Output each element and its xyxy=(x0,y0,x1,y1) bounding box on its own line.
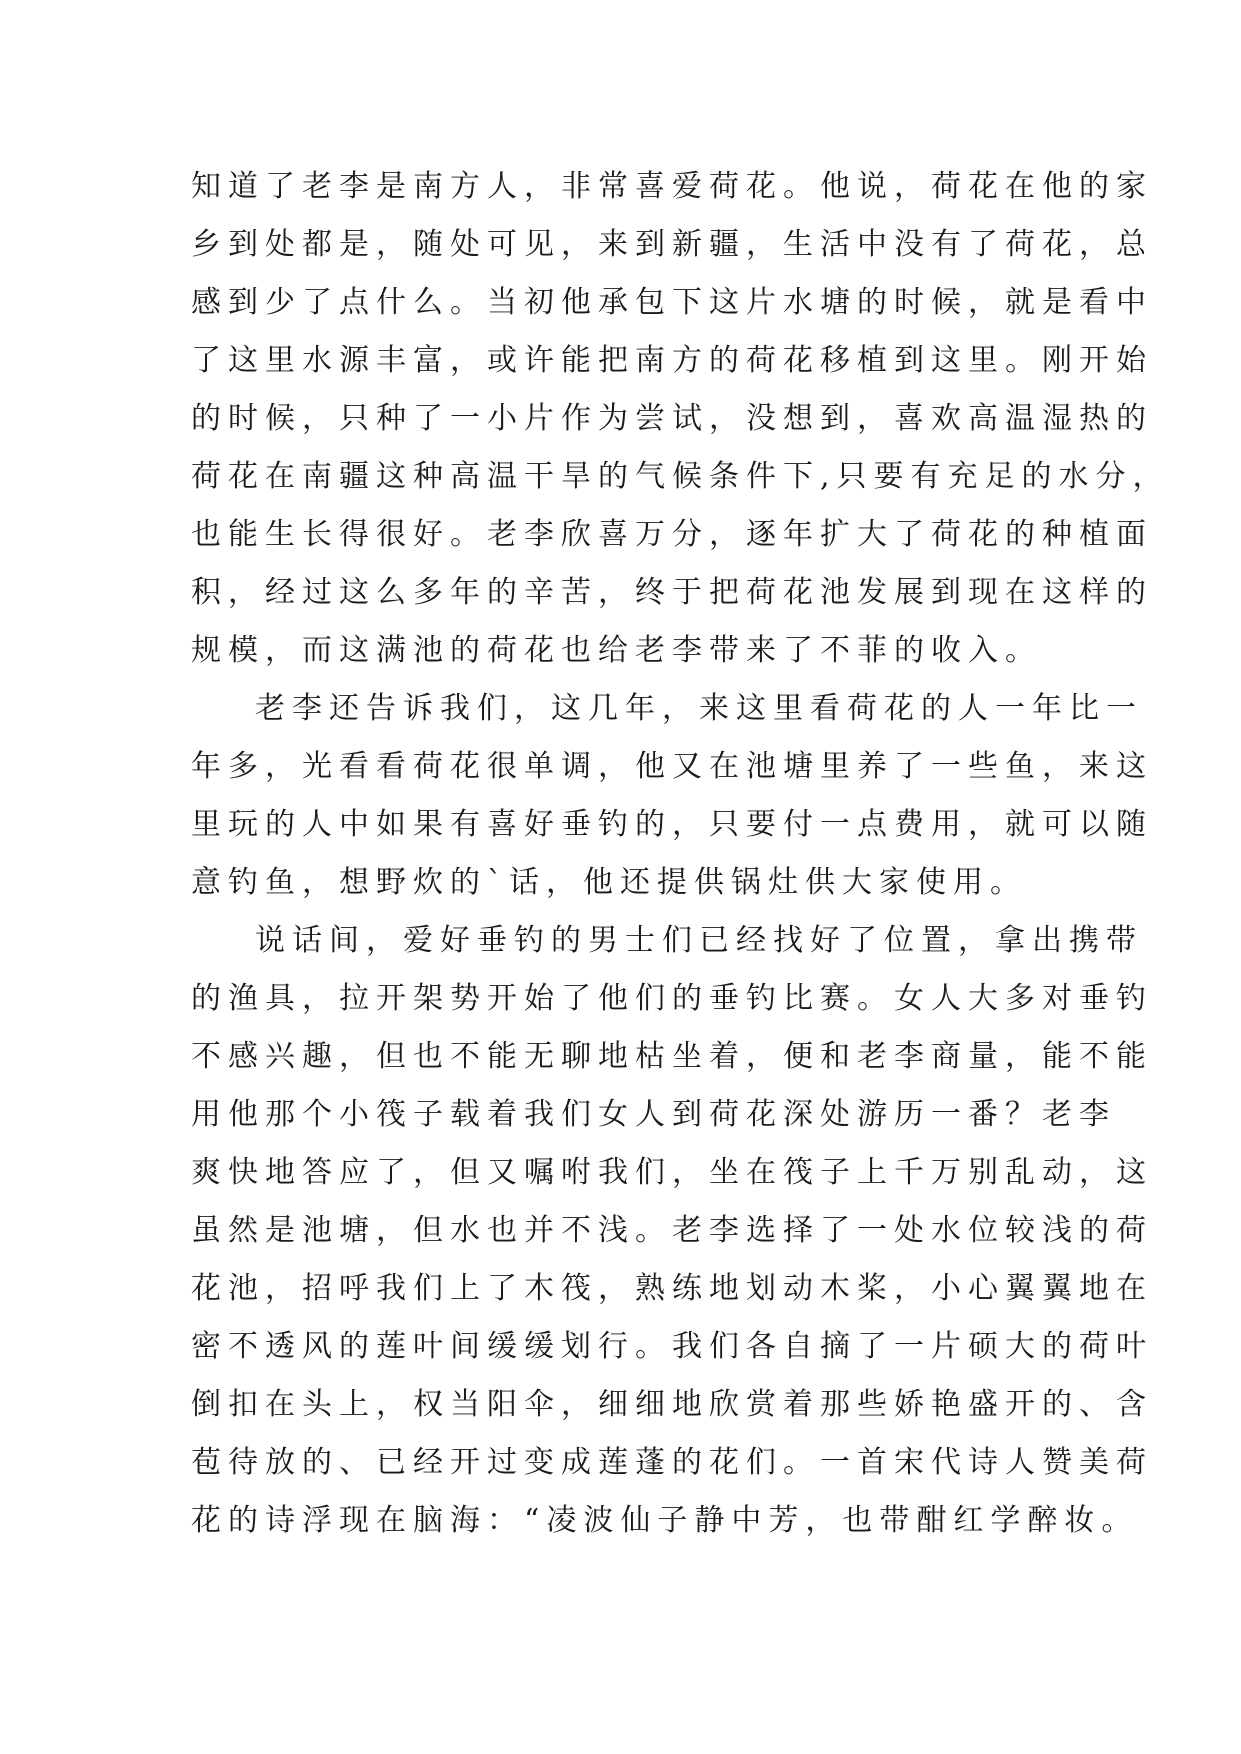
text-line: 不感兴趣，但也不能无聊地枯坐着，便和老李商量，能不能 xyxy=(191,1039,1153,1074)
text-line: 里玩的人中如果有喜好垂钓的，只要付一点费用，就可以随 xyxy=(191,807,1153,842)
text-line: 感到少了点什么。当初他承包下这片水塘的时候，就是看中 xyxy=(191,285,1153,320)
text-line: 苞待放的、已经开过变成莲蓬的花们。一首宋代诗人赞美荷 xyxy=(191,1445,1153,1480)
text-line: 密不透风的莲叶间缓缓划行。我们各自摘了一片硕大的荷叶 xyxy=(191,1329,1153,1364)
text-line: 荷花在南疆这种高温干旱的气候条件下,只要有充足的水分， xyxy=(191,459,1170,494)
text-line: 虽然是池塘，但水也并不浅。老李选择了一处水位较浅的荷 xyxy=(191,1213,1153,1248)
text-line: 用他那个小筏子载着我们女人到荷花深处游历一番？老李 xyxy=(191,1097,1116,1132)
text-line: 倒扣在头上，权当阳伞，细细地欣赏着那些娇艳盛开的、含 xyxy=(191,1387,1153,1422)
text-line: 花的诗浮现在脑海：“凌波仙子静中芳，也带酣红学醉妆。 xyxy=(191,1503,1139,1538)
text-line: 意钓鱼，想野炊的`话，他还提供锅灶供大家使用。 xyxy=(191,865,1027,900)
text-line: 了这里水源丰富，或许能把南方的荷花移植到这里。刚开始 xyxy=(191,343,1153,378)
text-line: 花池，招呼我们上了木筏，熟练地划动木桨，小心翼翼地在 xyxy=(191,1271,1153,1306)
paragraph-first-line: 老李还告诉我们，这几年，来这里看荷花的人一年比一 xyxy=(255,691,1143,726)
text-line: 乡到处都是，随处可见，来到新疆，生活中没有了荷花，总 xyxy=(191,227,1153,262)
text-line: 规模，而这满池的荷花也给老李带来了不菲的收入。 xyxy=(191,633,1042,668)
text-line: 年多，光看看荷花很单调，他又在池塘里养了一些鱼，来这 xyxy=(191,749,1153,784)
body-text xyxy=(191,158,1170,1550)
paragraph-first-line: 说话间，爱好垂钓的男士们已经找好了位置，拿出携带 xyxy=(255,923,1143,958)
text-line: 积，经过这么多年的辛苦，终于把荷花池发展到现在这样的 xyxy=(191,575,1153,610)
text-line: 也能生长得很好。老李欣喜万分，逐年扩大了荷花的种植面 xyxy=(191,517,1153,552)
text-line: 知道了老李是南方人，非常喜爱荷花。他说，荷花在他的家 xyxy=(191,169,1153,204)
text-line: 的时候，只种了一小片作为尝试，没想到，喜欢高温湿热的 xyxy=(191,401,1153,436)
text-line: 的渔具，拉开架势开始了他们的垂钓比赛。女人大多对垂钓 xyxy=(191,981,1153,1016)
text-line: 爽快地答应了，但又嘱咐我们，坐在筏子上千万别乱动，这 xyxy=(191,1155,1153,1190)
